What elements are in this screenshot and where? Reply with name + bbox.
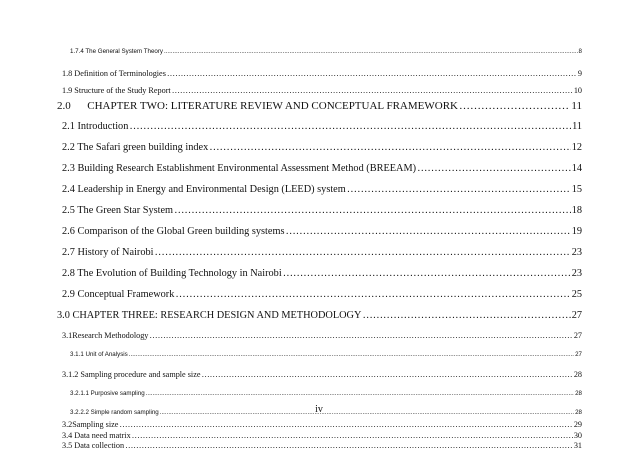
toc-entry xyxy=(70,351,582,358)
leader-dots xyxy=(209,142,570,153)
leader-dots xyxy=(174,205,571,216)
toc-page-number: 12 xyxy=(571,142,582,153)
leader-dots xyxy=(146,390,574,397)
toc-entry xyxy=(62,142,582,153)
toc-title: 3.1.1 Unit of Analysis xyxy=(70,351,128,358)
leader-dots xyxy=(347,184,571,195)
toc-page-number: 28 xyxy=(575,409,582,416)
toc-page-number: 15 xyxy=(571,184,582,195)
toc-page-number: 9 xyxy=(577,69,582,78)
toc-title: 2.6 Comparison of the Global Green building systems xyxy=(62,226,285,237)
toc-title: 3.2Sampling size xyxy=(62,420,119,429)
toc-entry xyxy=(62,86,582,95)
toc-entry xyxy=(62,420,582,429)
toc-page-number: 8 xyxy=(578,48,582,55)
toc-page-number: 27 xyxy=(573,331,582,340)
toc-entry xyxy=(62,205,582,216)
toc-entry xyxy=(62,163,582,174)
toc-title: 3.0 CHAPTER THREE: RESEARCH DESIGN AND METHODOLOGY xyxy=(57,310,362,321)
toc-entry xyxy=(62,247,582,258)
toc-page-number: 11 xyxy=(572,121,582,132)
toc-entry xyxy=(62,69,582,78)
footer-page-number: iv xyxy=(315,404,323,415)
toc-page-number: 30 xyxy=(573,431,582,440)
toc-title: 2.7 History of Nairobi xyxy=(62,247,154,258)
leader-dots xyxy=(132,431,573,440)
toc-page-number: 11 xyxy=(571,100,582,112)
toc-page-number: 27 xyxy=(571,310,582,321)
toc-entry xyxy=(62,184,582,195)
toc-page-number: 27 xyxy=(575,351,582,358)
leader-dots xyxy=(164,48,578,55)
toc-entry xyxy=(62,431,582,440)
leader-dots xyxy=(201,370,572,379)
toc-title: 3.1.2 Sampling procedure and sample size xyxy=(62,370,201,379)
leader-dots xyxy=(286,226,571,237)
toc-title: 3.2.1.1 Purposive sampling xyxy=(70,390,145,397)
toc-title: 2.5 The Green Star System xyxy=(62,205,174,216)
leader-dots xyxy=(175,289,570,300)
leader-dots xyxy=(459,100,570,112)
leader-dots xyxy=(417,163,571,174)
toc-title: 3.1Research Methodology xyxy=(62,331,149,340)
leader-dots xyxy=(129,351,574,358)
toc-page-number: 18 xyxy=(571,205,582,216)
toc-title: 2.0 CHAPTER TWO: LITERATURE REVIEW AND CONCEPTUAL FRAMEWORK xyxy=(57,100,458,112)
toc-title: 1.8 Definition of Terminologies xyxy=(62,69,166,78)
toc-page-number: 19 xyxy=(571,226,582,237)
toc-title: 2.3 Building Research Establishment Environmental Assessment Method (BREEAM) xyxy=(62,163,417,174)
leader-dots xyxy=(129,121,571,132)
toc-entry xyxy=(62,441,582,450)
leader-dots xyxy=(125,441,573,450)
toc-page-number: 23 xyxy=(571,268,582,279)
toc-entry xyxy=(62,289,582,300)
toc-page-number: 31 xyxy=(573,441,582,450)
toc-title: 1.9 Structure of the Study Report xyxy=(62,86,171,95)
leader-dots xyxy=(167,69,577,78)
toc-page-number: 28 xyxy=(575,390,582,397)
leader-dots xyxy=(283,268,571,279)
leader-dots xyxy=(362,310,570,321)
toc-title: 2.9 Conceptual Framework xyxy=(62,289,175,300)
toc-page-number: 14 xyxy=(571,163,582,174)
toc-entry xyxy=(62,370,582,379)
toc-page-number: 28 xyxy=(573,370,582,379)
toc-entry xyxy=(57,310,582,321)
toc-entry xyxy=(62,268,582,279)
toc-page-number: 29 xyxy=(573,420,582,429)
toc-title: 1.7.4 The General System Theory xyxy=(70,48,163,55)
leader-dots xyxy=(155,247,571,258)
toc-title: 3.5 Data collection xyxy=(62,441,125,450)
leader-dots xyxy=(149,331,572,340)
leader-dots xyxy=(119,420,572,429)
toc-entry xyxy=(70,390,582,397)
toc-entry xyxy=(62,331,582,340)
leader-dots xyxy=(172,86,573,95)
toc-title: 2.8 The Evolution of Building Technology in Nairobi xyxy=(62,268,282,279)
toc-title: 3.2.2.2 Simple random sampling xyxy=(70,409,159,416)
toc-title: 3.4 Data need matrix xyxy=(62,431,131,440)
toc-entry xyxy=(70,48,582,55)
toc-page-number: 10 xyxy=(573,86,582,95)
toc-title: 2.4 Leadership in Energy and Environmental Design (LEED) system xyxy=(62,184,346,195)
toc-page-number: 25 xyxy=(571,289,582,300)
toc-title: 2.1 Introduction xyxy=(62,121,129,132)
toc-entry xyxy=(62,226,582,237)
toc-entry xyxy=(62,121,582,132)
toc-entry xyxy=(57,100,582,112)
toc-page-number: 23 xyxy=(571,247,582,258)
toc-title: 2.2 The Safari green building index xyxy=(62,142,209,153)
